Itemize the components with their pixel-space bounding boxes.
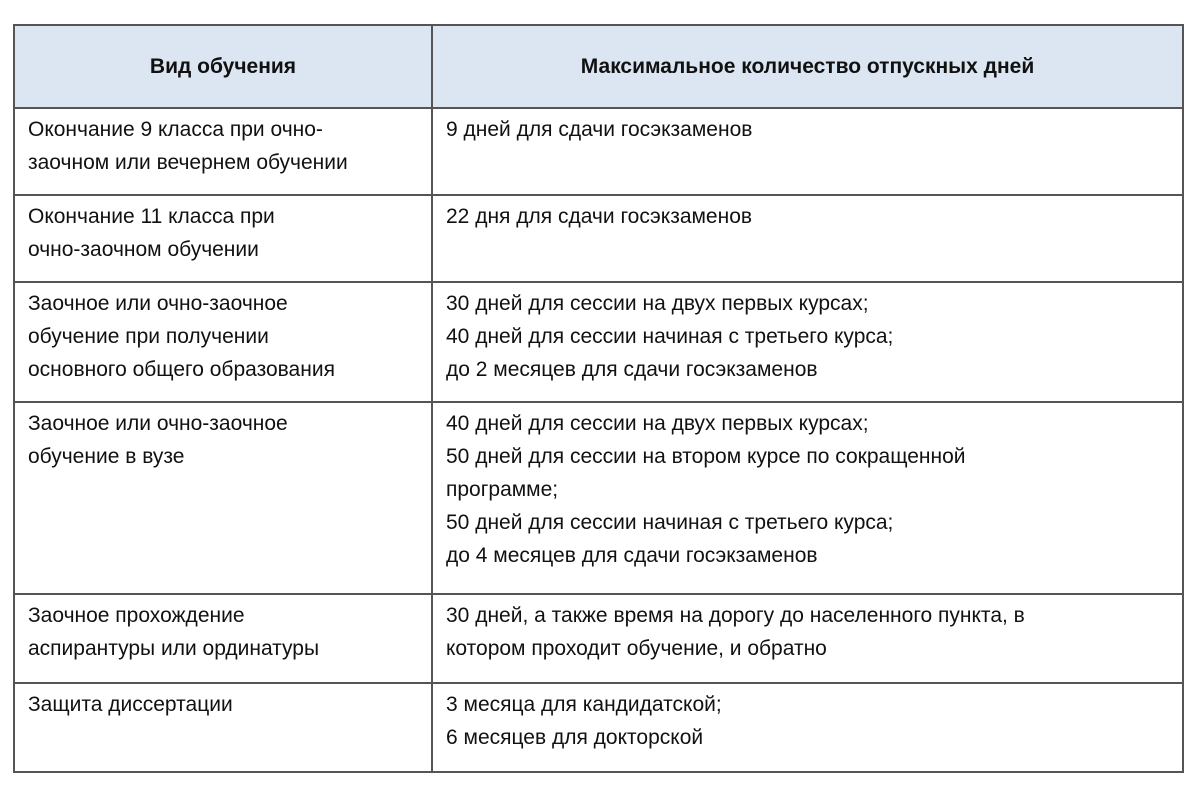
cell-text-line: обучение в вузе: [28, 445, 185, 468]
cell-text-line: обучение при получении: [28, 325, 269, 348]
study-type-cell: [14, 683, 432, 772]
cell-text-line: 6 месяцев для докторской: [446, 726, 704, 749]
cell-text-line: 22 дня для сдачи госэкзаменов: [446, 205, 753, 228]
study-type-cell: [14, 108, 432, 195]
study-type-cell: [14, 594, 432, 683]
max-days-cell: [432, 108, 1183, 195]
cell-text-line: заочном или вечернем обучении: [28, 151, 348, 174]
cell-text-line: 40 дней для сессии на двух первых курсах;: [446, 412, 869, 435]
cell-text-line: Защита диссертации: [28, 693, 233, 716]
table-row: [14, 594, 1183, 683]
cell-text-line: Окончание 9 класса при очно-: [28, 118, 323, 141]
max-days-cell: [432, 594, 1183, 683]
cell-text-line: 30 дней, а также время на дорогу до населенного пункта, в: [446, 604, 1025, 627]
table-row: [14, 195, 1183, 282]
max-days-cell: [432, 282, 1183, 402]
cell-text-line: 50 дней для сессии на втором курсе по сокращенной: [446, 445, 966, 468]
study-type-cell: [14, 195, 432, 282]
header-row: [14, 25, 1183, 108]
table-row: [14, 108, 1183, 195]
table-row: [14, 402, 1183, 594]
cell-text-line: 50 дней для сессии начиная с третьего курса;: [446, 511, 894, 534]
cell-text-line: Заочное прохождение: [28, 604, 245, 627]
cell-text-line: программе;: [446, 478, 559, 501]
max-days-cell: [432, 683, 1183, 772]
cell-text-line: основного общего образования: [28, 358, 335, 381]
study-type-cell: [14, 402, 432, 594]
cell-text-line: до 4 месяцев для сдачи госэкзаменов: [446, 544, 818, 567]
cell-text-line: Окончание 11 класса при: [28, 205, 275, 228]
table-row: [14, 282, 1183, 402]
max-days-cell: [432, 402, 1183, 594]
cell-text-line: аспирантуры или ординатуры: [28, 637, 320, 660]
header-max-days: Максимальное количество отпускных дней: [432, 25, 1183, 108]
cell-text-line: 3 месяца для кандидатской;: [446, 693, 722, 716]
header-study-type: Вид обучения: [14, 25, 432, 108]
study-type-cell: [14, 282, 432, 402]
cell-text-line: до 2 месяцев для сдачи госэкзаменов: [446, 358, 818, 381]
table-row: [14, 683, 1183, 772]
leave-days-table: [13, 24, 1184, 773]
cell-text-line: очно-заочном обучении: [28, 238, 259, 261]
cell-text-line: 30 дней для сессии на двух первых курсах;: [446, 292, 869, 315]
cell-text-line: Заочное или очно-заочное: [28, 412, 288, 435]
max-days-cell: [432, 195, 1183, 282]
cell-text-line: котором проходит обучение, и обратно: [446, 637, 827, 660]
cell-text-line: 40 дней для сессии начиная с третьего курса;: [446, 325, 894, 348]
cell-text-line: 9 дней для сдачи госэкзаменов: [446, 118, 753, 141]
cell-text-line: Заочное или очно-заочное: [28, 292, 288, 315]
